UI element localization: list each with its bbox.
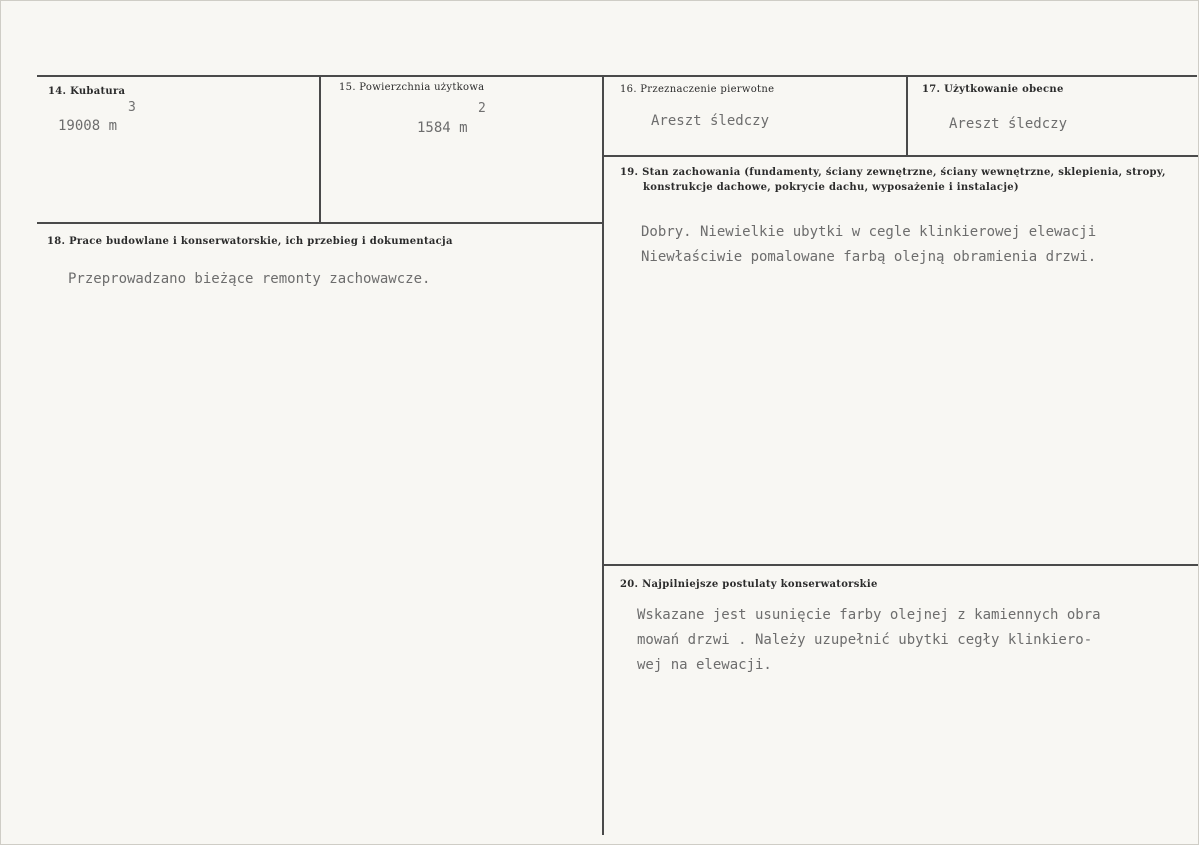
field-19-label-line2: konstrukcje dachowe, pokrycie dachu, wyposażenie i instalacje) bbox=[643, 182, 1019, 193]
rule-under-14-15 bbox=[37, 222, 604, 224]
field-17-label: 17. Użytkowanie obecne bbox=[922, 84, 1064, 95]
field-18-label: 18. Prace budowlane i konserwatorskie, ich przebieg i dokumentacja bbox=[47, 236, 453, 247]
field-14-value: 19008 m bbox=[58, 118, 118, 134]
field-20-line-2: mowań drzwi . Należy uzupełnić ubytki cegły klinkiero- bbox=[637, 632, 1093, 648]
field-18-value: Przeprowadzano bieżące remonty zachowawcze. bbox=[68, 271, 431, 287]
field-14-exponent: 3 bbox=[128, 100, 136, 115]
rule-under-16-17 bbox=[602, 155, 1198, 157]
field-20-line-1: Wskazane jest usunięcie farby olejnej z kamiennych obra bbox=[637, 607, 1101, 623]
divider-center bbox=[602, 75, 604, 835]
field-19-label-line1: 19. Stan zachowania (fundamenty, ściany zewnętrzne, ściany wewnętrzne, sklepienia, stropy, bbox=[620, 167, 1166, 178]
field-19-line-1: Dobry. Niewielkie ubytki w cegle klinkierowej elewacji bbox=[641, 224, 1097, 240]
field-20-line-3: wej na elewacji. bbox=[637, 657, 772, 673]
field-15-label: 15. Powierzchnia użytkowa bbox=[339, 82, 485, 93]
field-14-label: 14. Kubatura bbox=[48, 86, 126, 97]
top-rule bbox=[37, 75, 1197, 77]
field-16-value: Areszt śledczy bbox=[651, 113, 770, 129]
divider-14-15 bbox=[319, 75, 321, 223]
field-17-value: Areszt śledczy bbox=[949, 116, 1068, 132]
field-19-line-2: Niewłaściwie pomalowane farbą olejną obramienia drzwi. bbox=[641, 249, 1097, 265]
field-15-exponent: 2 bbox=[478, 101, 486, 116]
field-16-label: 16. Przeznaczenie pierwotne bbox=[620, 84, 775, 95]
rule-above-20 bbox=[602, 564, 1198, 566]
field-15-value: 1584 m bbox=[417, 120, 468, 136]
field-20-label: 20. Najpilniejsze postulaty konserwatorskie bbox=[620, 579, 878, 590]
divider-16-17 bbox=[906, 75, 908, 155]
